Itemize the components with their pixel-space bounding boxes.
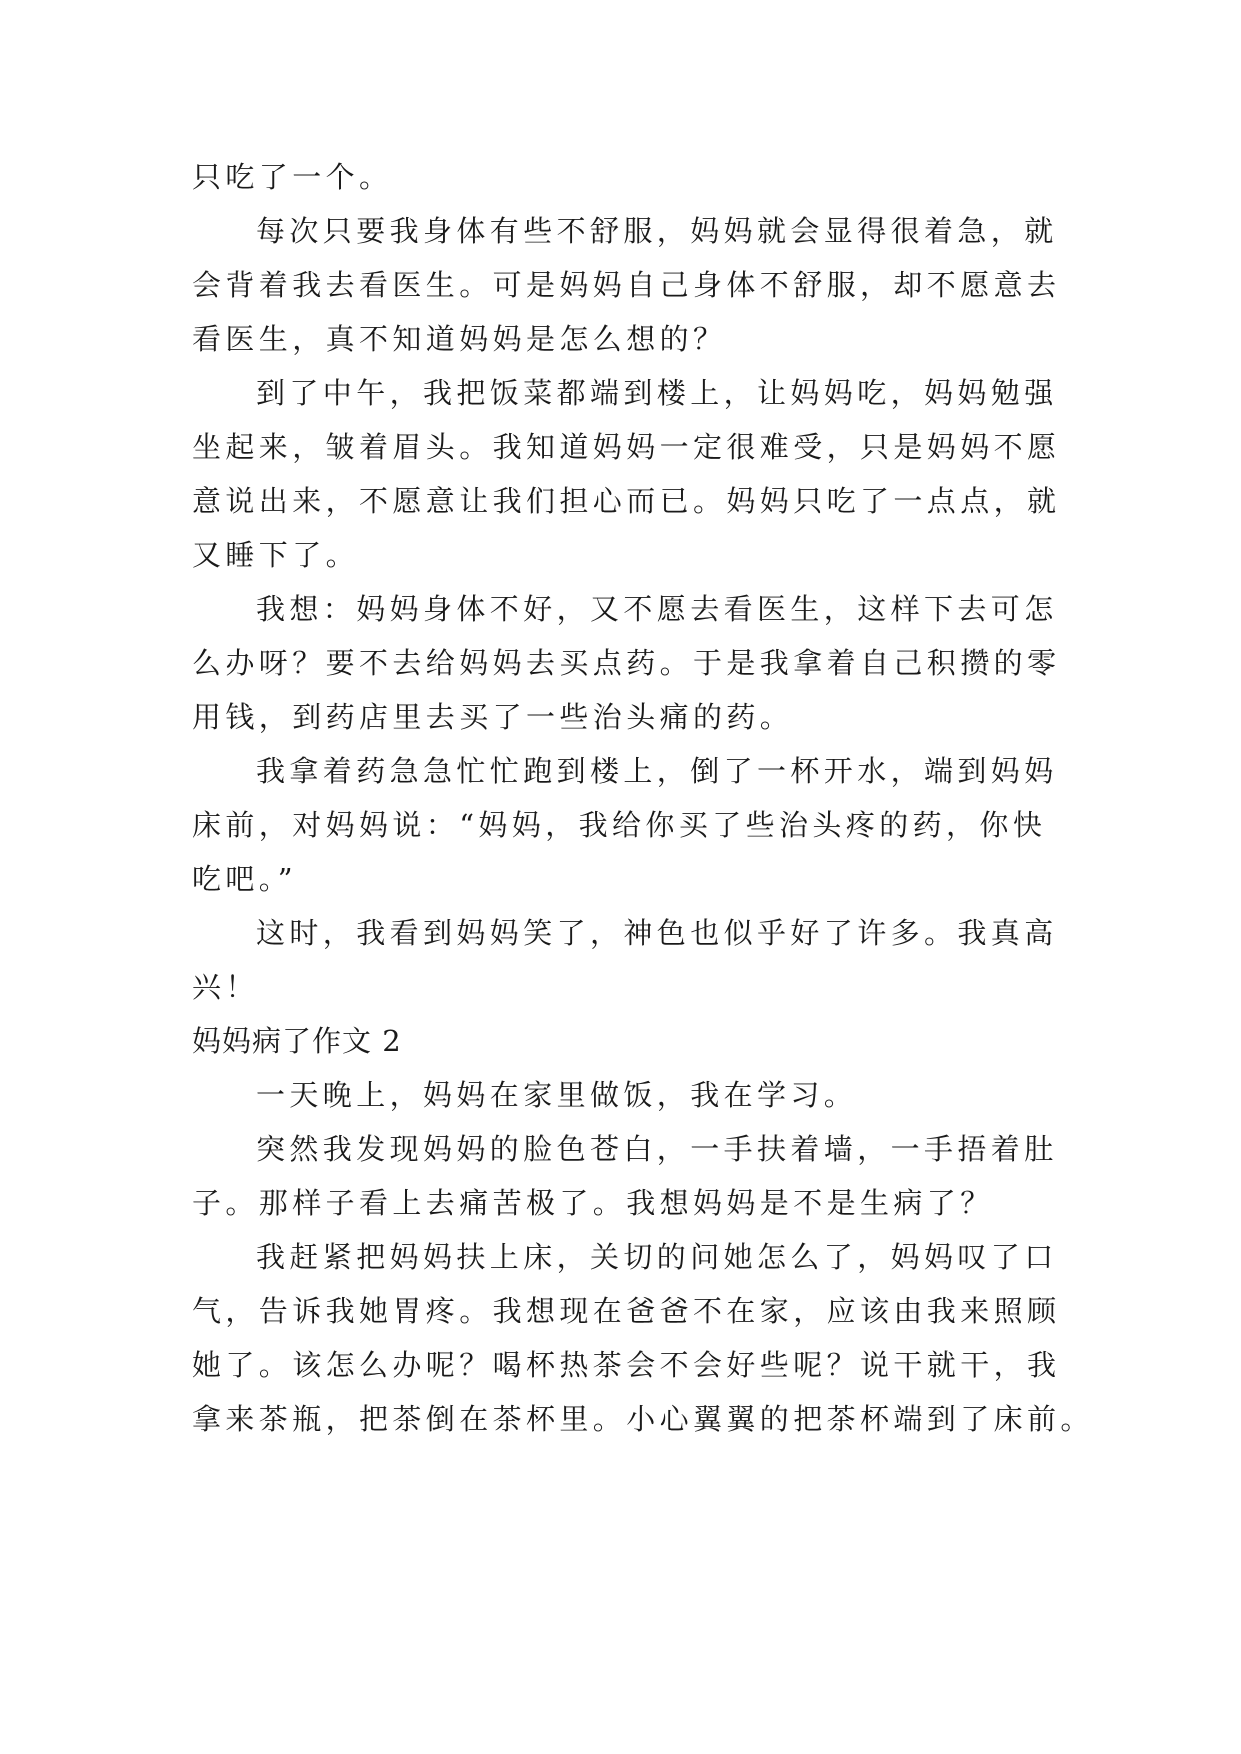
text-line: 她了。该怎么办呢？喝杯热茶会不会好些呢？说干就干，我: [192, 1348, 1061, 1382]
section-heading: 妈妈病了作文 2: [192, 1024, 402, 1058]
text-line: 这时，我看到妈妈笑了，神色也似乎好了许多。我真高: [256, 916, 1058, 950]
text-line: 用钱，到药店里去买了一些治头痛的药。: [192, 700, 794, 734]
text-line: 拿来茶瓶，把茶倒在茶杯里。小心翼翼的把茶杯端到了床前。: [192, 1402, 1094, 1436]
document-body: [192, 150, 1094, 1446]
text-line: 气，告诉我她胃疼。我想现在爸爸不在家，应该由我来照顾: [192, 1294, 1061, 1328]
text-line: 床前，对妈妈说：“妈妈，我给你买了些治头疼的药，你快: [192, 808, 1047, 842]
text-line: 只吃了一个。: [192, 160, 393, 194]
text-line: 我赶紧把妈妈扶上床，关切的问她怎么了，妈妈叹了口: [256, 1240, 1058, 1274]
text-line: 会背着我去看医生。可是妈妈自己身体不舒服，却不愿意去: [192, 268, 1061, 302]
text-line: 子。那样子看上去痛苦极了。我想妈妈是不是生病了？: [192, 1186, 994, 1220]
text-line: 突然我发现妈妈的脸色苍白，一手扶着墙，一手捂着肚: [256, 1132, 1058, 1166]
text-line: 又睡下了。: [192, 538, 360, 572]
text-line: 看医生，真不知道妈妈是怎么想的？: [192, 322, 727, 356]
text-line: 意说出来，不愿意让我们担心而已。妈妈只吃了一点点，就: [192, 484, 1061, 518]
text-line: 兴！: [192, 970, 259, 1004]
text-line: 一天晚上，妈妈在家里做饭，我在学习。: [256, 1078, 858, 1112]
text-line: 坐起来，皱着眉头。我知道妈妈一定很难受，只是妈妈不愿: [192, 430, 1061, 464]
text-line: 么办呀？要不去给妈妈去买点药。于是我拿着自己积攒的零: [192, 646, 1061, 680]
text-line: 每次只要我身体有些不舒服，妈妈就会显得很着急，就: [256, 214, 1058, 248]
text-line: 到了中午，我把饭菜都端到楼上，让妈妈吃，妈妈勉强: [256, 376, 1058, 410]
text-line: 我想：妈妈身体不好，又不愿去看医生，这样下去可怎: [256, 592, 1058, 626]
text-line: 吃吧。”: [192, 862, 297, 896]
text-line: 我拿着药急急忙忙跑到楼上，倒了一杯开水，端到妈妈: [256, 754, 1058, 788]
